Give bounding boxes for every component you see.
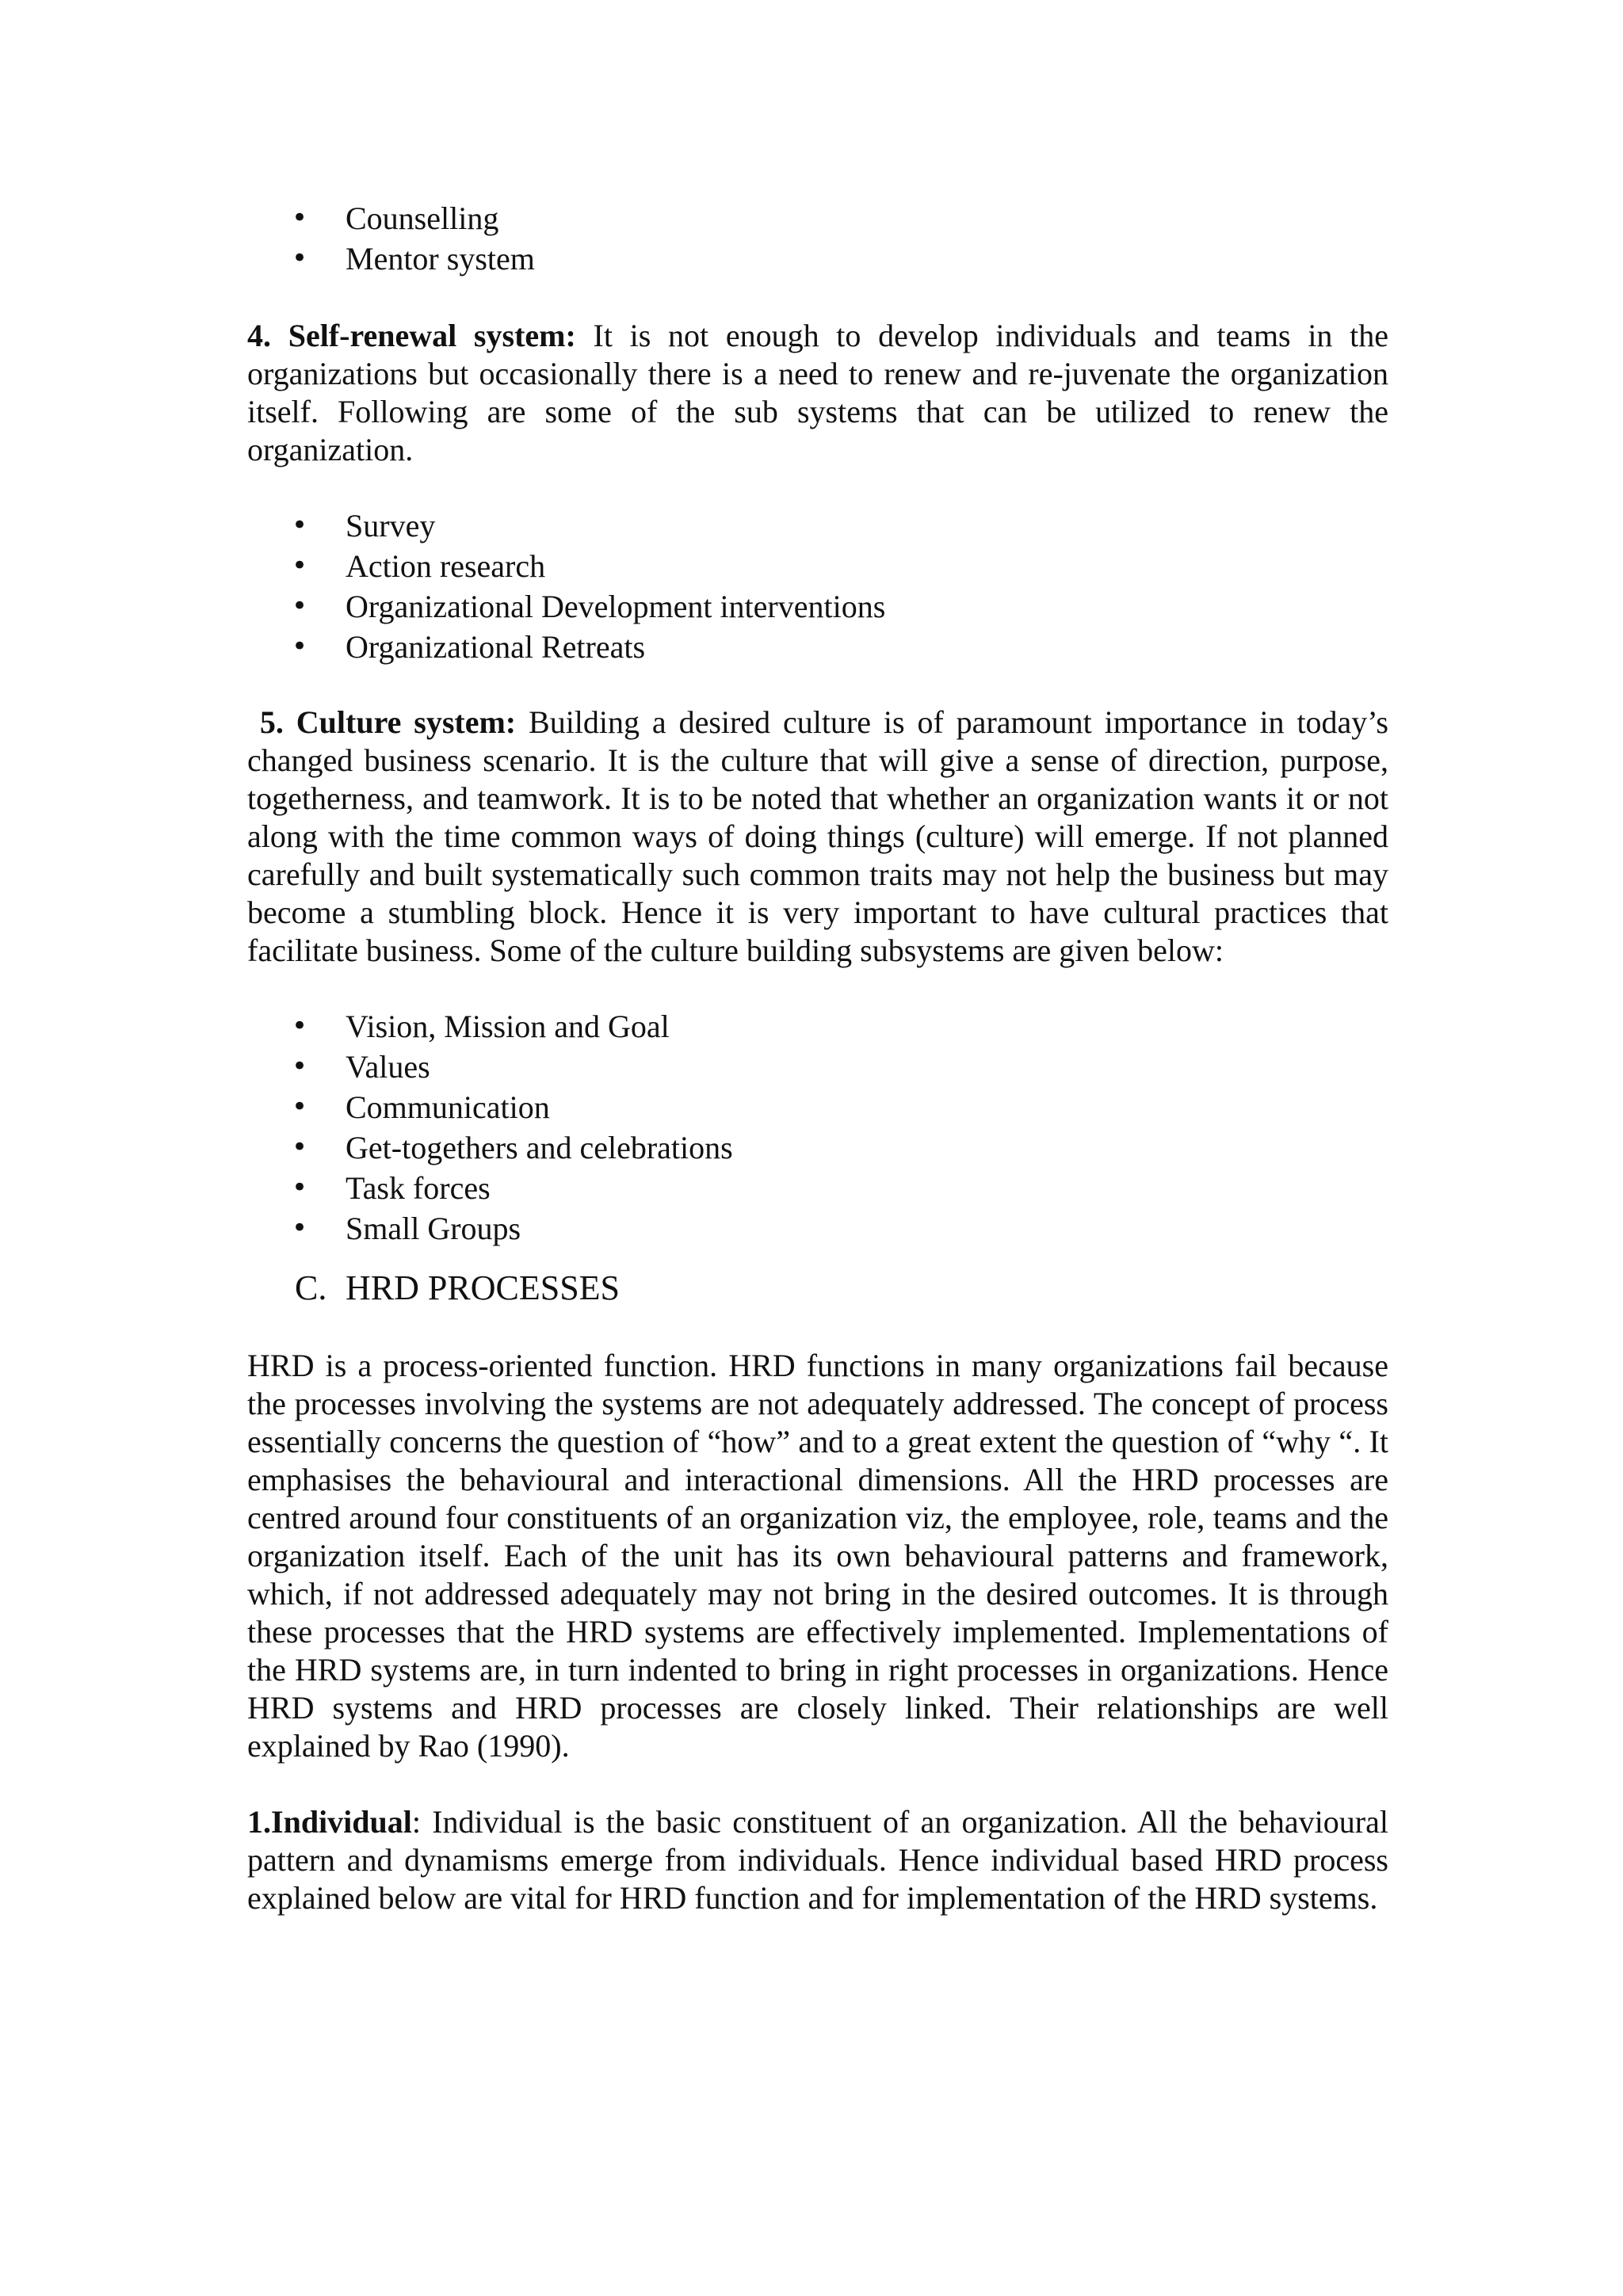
culture-heading: 5. Culture system: — [259, 704, 517, 740]
bullet-list-development — [247, 198, 1388, 279]
paragraph-culture — [247, 704, 1388, 970]
section-heading-hrd-processes — [247, 1268, 1388, 1309]
individual-heading: 1.Individual — [247, 1804, 412, 1840]
list-item: • Action research — [247, 546, 1388, 586]
paragraph-individual — [247, 1803, 1388, 1917]
list-item: • Counselling — [247, 198, 1388, 238]
bullet-list-culture — [247, 1006, 1388, 1249]
document-page — [247, 198, 1388, 1917]
list-item: • Vision, Mission and Goal — [247, 1006, 1388, 1047]
paragraph-self-renewal — [247, 317, 1388, 469]
list-item: • Communication — [247, 1087, 1388, 1127]
list-item: • Small Groups — [247, 1208, 1388, 1249]
individual-text: : Individual is the basic constituent of an organization. All the behavioural pattern and dynamisms emerge from individuals. Hence individual based HRD process explained below are vital for HRD function and for implementation of the HRD systems. — [247, 1804, 1388, 1916]
list-item: • Get-togethers and celebrations — [247, 1127, 1388, 1168]
list-item: • Organizational Development interventions — [247, 586, 1388, 627]
self-renewal-text: It is not enough to develop individuals and teams in the organizations but occasionally there is a need to renew and re-juvenate the organization itself. Following are some of the sub systems that can be utilized to renew the organization. — [247, 318, 1389, 467]
paragraph-hrd-processes: HRD is a process-oriented function. HRD functions in many organizations fail because the processes involving the systems are not adequately addressed. The concept of process essentially concerns the question of “how” and to a great extent the question of “why “. It emphasises the behavioural and interactional dimensions. All the HRD processes are centred around four constituents of an organization viz, the employee, role, teams and the organization itself. Each of the unit has its own behavioural patterns and framework, which, if not addressed adequately may not bring in the desired outcomes. It is through these processes that the HRD systems are effectively implemented. Implementations of the HRD systems are, in turn indented to bring in right processes in organizations. Hence HRD systems and HRD processes are closely linked. Their relationships are well explained by Rao (1990). — [247, 1348, 1388, 1764]
list-item: • Organizational Retreats — [247, 627, 1388, 667]
bullet-list-self-renewal — [247, 505, 1388, 667]
culture-text: Building a desired culture is of paramount importance in today’s changed business scenario. It is the culture that will give a sense of direction, purpose, togetherness, and teamwork. It is to be noted that whether an organization wants it or not along with the time common ways of doing things (culture) will emerge. If not planned carefully and built systematically such common traits may not help the business but may become a stumbling block. Hence it is very important to have cultural practices that facilitate business. Some of the culture building subsystems are given below: — [247, 704, 1388, 968]
list-item: • Survey — [247, 505, 1388, 546]
section-title: HRD PROCESSES — [346, 1268, 621, 1307]
self-renewal-heading: 4. Self-renewal system: — [247, 318, 576, 353]
list-item: • Mentor system — [247, 238, 1388, 279]
list-item: • Values — [247, 1047, 1388, 1087]
list-item: • Task forces — [247, 1168, 1388, 1208]
section-letter: C. — [295, 1268, 327, 1307]
